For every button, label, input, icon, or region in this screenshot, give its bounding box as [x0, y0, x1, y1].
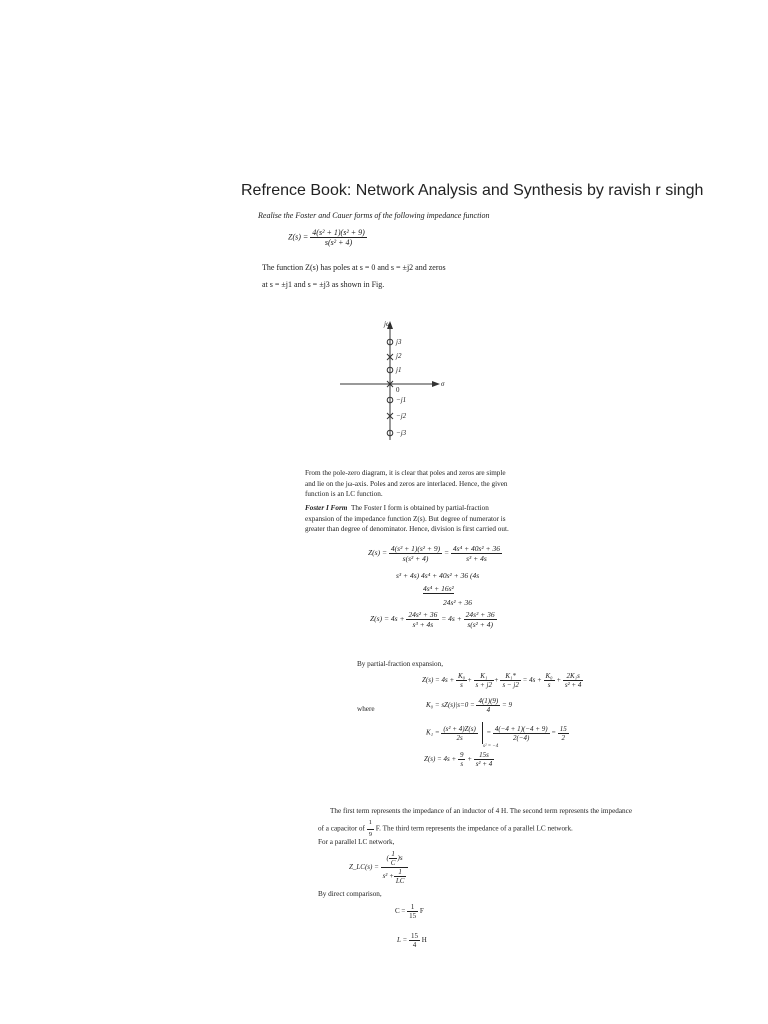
k1-eq [426, 722, 569, 744]
zlc-eq: Z_LC(s) = ( $\frac{1}{C}$ )s s² + $\frac{1}{LC}$ [349, 850, 408, 885]
label-neg-j1: −j1 [396, 396, 407, 404]
text-segment: F. The third term represents the impedance of a parallel LC network. [375, 824, 573, 833]
partial-eq: Z(s) = 4s + $\frac{\text{K₀}}{s}$ + $\frac{\text{K₁}}{s + j2}$ + $\frac{\text{K₁*}}{s - j2}$ = 4s + $\frac{\text{K₀}}{s}$ + $\frac{\text{2K₁s}}{\text{s² + 4}}$ [422, 672, 582, 689]
division-remainder: 24s² + 36 [443, 598, 472, 607]
bottom-line1: The first term represents the impedance of an inductor of 4 H. The second term represents the impedance [330, 807, 633, 815]
text-line: greater than degree of denominator. Hence, division is first carried out. [305, 525, 509, 533]
eq-num: K₁* [500, 672, 520, 681]
foster-paragraph-1 [305, 468, 508, 500]
eq-lhs: K₀ = sZ(s)|s=0 = [426, 701, 475, 710]
eq-den: s [460, 681, 463, 689]
text-line: From the pole-zero diagram, it is clear that poles and zeros are simple [305, 469, 506, 477]
page-title: Refrence Book: Network Analysis and Synthesis by ravish r singh [241, 182, 704, 199]
eq-den: s [460, 760, 464, 768]
equation-lhs: Z(s) = [288, 232, 309, 242]
eq-num: (s² + 4)Z(s) [443, 724, 476, 733]
eq-den: 15 [409, 912, 417, 920]
eq-den: s² + 4 [564, 681, 582, 689]
eq-num: K₀ [545, 672, 553, 680]
eq-num: 15s [474, 751, 495, 760]
eq-num: 4(−4 + 1)(−4 + 9) [494, 724, 548, 733]
axis-arrow-right [432, 381, 440, 387]
eq-lhs: Z(s) = 4s + [422, 676, 455, 685]
eq-den: 4 [412, 941, 417, 949]
label-j2: j2 [396, 352, 402, 360]
final-z-eq [424, 751, 494, 768]
foster-paragraph-2 [305, 503, 509, 535]
eq-lhs: Z(s) = 4s + [424, 755, 457, 764]
eq-result: = 9 [502, 701, 512, 710]
eq-den: s² + 4 [475, 760, 493, 768]
axis-label-sigma: σ [441, 380, 445, 388]
label-neg-j2: −j2 [396, 412, 407, 420]
capacitance-eq [395, 903, 424, 920]
equation-fraction [310, 228, 366, 247]
text-line: function is an LC function. [305, 490, 383, 498]
eq-num: 15 [559, 724, 567, 733]
eq-den: s(s² + 4) [402, 554, 429, 563]
origin-label: 0 [396, 386, 400, 394]
eq-den: 2 [561, 733, 566, 742]
eq-mid: = 4s + [441, 614, 462, 624]
foster-eq2 [370, 610, 497, 629]
axis-label-jw: jω [384, 320, 391, 328]
where-label: where [357, 705, 375, 713]
eq-den: 4 [486, 706, 491, 714]
division-subtract: 4s⁴ + 16s² [423, 584, 454, 593]
k0-eq [426, 697, 512, 714]
eq-num: 1 [407, 903, 418, 912]
eq-plus: + [467, 755, 472, 764]
inductance-eq [397, 932, 427, 949]
bottom-line3: For a parallel LC network, [318, 838, 395, 846]
impedance-equation [288, 228, 367, 247]
eq-num: 1 [367, 818, 374, 830]
eq-num: 4(1)(9) [478, 697, 499, 705]
eq-den: 2s [456, 733, 463, 742]
text-line: and lie on the jω-axis. Poles and zeros are interlaced. Hence, the given [305, 479, 508, 488]
eq-den: s [547, 681, 551, 689]
eq-den: 2(−4) [512, 733, 530, 742]
eq-sign: = [443, 548, 450, 558]
eq-den: 9 [368, 830, 372, 838]
fraction-denominator: s(s² + 4) [324, 238, 353, 247]
eq-num: K₀ [457, 672, 466, 680]
eq-lhs: Z(s) = 4s + [370, 614, 405, 624]
eq-num: 4s⁴ + 40s² + 36 [452, 544, 500, 553]
eq-lhs: K₁ = [426, 728, 440, 737]
foster-eq1 [368, 544, 502, 563]
eq-num: 9 [459, 751, 464, 759]
label-j1: j1 [396, 366, 402, 374]
text-segment: of a capacitor of [318, 824, 365, 833]
label-neg-j3: −j3 [396, 429, 407, 437]
eq-den: s³ + 4s [412, 620, 434, 629]
eq-num: 4(s² + 1)(s² + 9) [390, 544, 441, 553]
text-line: The Foster I form is obtained by partial-fraction [350, 504, 489, 512]
eq-plus: + [556, 676, 562, 685]
text-line: expansion of the impedance function Z(s). But degree of numerator is [305, 514, 506, 523]
eq-num: 2K₁s [563, 672, 584, 681]
eq-unit: F [419, 907, 424, 916]
eq-den: s + j2 [475, 681, 492, 689]
label-j3: j3 [396, 338, 402, 346]
eq-num: 1 [389, 850, 398, 859]
eq-sign: = [551, 728, 557, 737]
eq-unit: H [421, 936, 427, 945]
eq-num: 24s² + 36 [408, 610, 438, 619]
eq-lhs: L = [397, 936, 408, 945]
partial-intro: By partial-fraction expansion, [357, 660, 444, 668]
eq-num: 24s² + 36 [465, 610, 495, 619]
eq-num: 15 [411, 932, 418, 940]
foster-title: Foster I Form [305, 504, 348, 512]
eq-tail: = 4s + [522, 676, 542, 685]
problem-statement: Realise the Foster and Cauer forms of the following impedance function [258, 211, 490, 220]
k1-subscript: s² = −4 [483, 744, 499, 749]
eq-lhs: C = [395, 907, 406, 916]
eq-lhs: Z_LC(s) = [349, 863, 379, 872]
poles-text-line1: The function Z(s) has poles at s = 0 and s = ±j2 and zeros [262, 263, 446, 272]
eq-s: s [399, 854, 403, 863]
eq-lhs: Z(s) = [368, 548, 388, 558]
eq-den: C [390, 859, 396, 867]
eq-den: s³ + 4s [466, 554, 487, 563]
eq-num: 1 [394, 868, 407, 877]
eq-num: K₁ [474, 672, 494, 681]
eq-den: LC [395, 877, 405, 885]
eq-den: s(s² + 4) [467, 620, 493, 629]
eq-den: s² + [382, 872, 394, 881]
bottom-line4: By direct comparison, [318, 890, 382, 898]
eq-sign: = [486, 728, 492, 737]
poles-text-line2: at s = ±j1 and s = ±j3 as shown in Fig. [262, 280, 385, 289]
division-line: s³ + 4s) 4s⁴ + 40s² + 36 (4s [396, 571, 480, 580]
fraction-numerator: 4(s² + 1)(s² + 9) [312, 228, 365, 237]
eq-den: s − j2 [502, 681, 519, 689]
